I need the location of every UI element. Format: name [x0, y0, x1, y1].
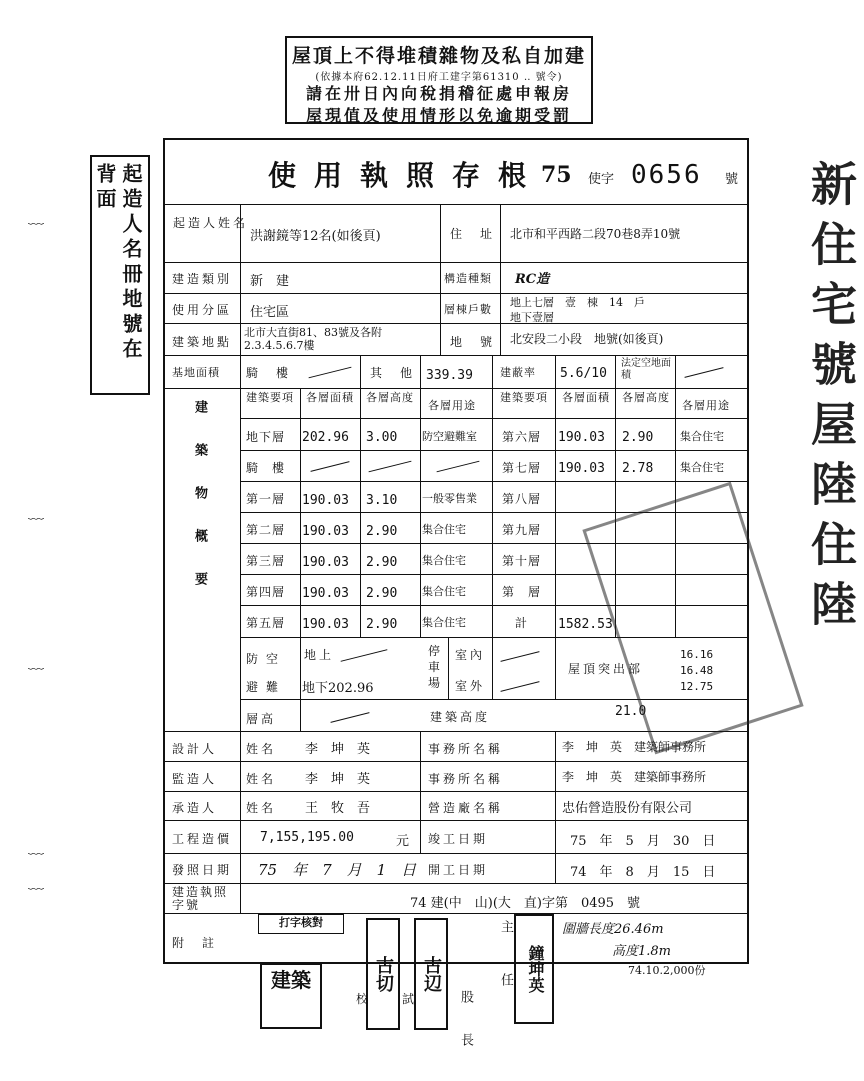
seal-stamp: 古辺 — [414, 918, 448, 1030]
supervisor-name: 李 坤 英 — [305, 772, 371, 787]
side-note-box: 起造人名冊地號在背面 — [90, 155, 150, 395]
site-area-label: 基地面積 — [172, 366, 220, 379]
coverage-value: 5.6/10 — [560, 366, 607, 381]
rule — [163, 262, 749, 263]
rule — [163, 204, 749, 205]
floor-name: 第七層 — [502, 461, 542, 475]
contractor-name: 王 牧 吾 — [305, 801, 371, 816]
rule — [163, 791, 749, 792]
floor-name: 第十層 — [502, 554, 542, 568]
remarks-label: 附 註 — [172, 936, 218, 950]
rule — [240, 481, 749, 482]
notice-line-2: (依據本府62.12.11日府工建字第61310 ‥ 號令) — [315, 72, 563, 83]
roof-item: 16.48 — [680, 664, 714, 677]
floor-name: 第 層 — [502, 585, 542, 599]
rule — [360, 355, 361, 637]
issue-date-value: 75 年 7 月 1 日 — [258, 861, 417, 879]
floor-height: 2.90 — [366, 555, 398, 570]
margin-mark: ﹏ — [28, 838, 45, 857]
form-title — [163, 148, 749, 198]
floor-name: 第八層 — [502, 492, 542, 506]
floor-use: 集合住宅 — [422, 523, 466, 536]
applicant-label: 起造人姓名 — [173, 216, 249, 230]
permit-year: 75 — [541, 162, 572, 188]
rule — [163, 388, 749, 389]
rule — [163, 913, 749, 914]
name-label: 姓名 — [246, 801, 277, 815]
designer-label: 設計人 — [172, 742, 218, 756]
office-label: 事務所名稱 — [428, 742, 504, 756]
floor-area: 190.03 — [302, 617, 349, 632]
margin-mark: ﹏ — [28, 873, 45, 892]
rule — [420, 731, 421, 853]
floor-area: 190.03 — [302, 586, 349, 601]
rule — [163, 323, 749, 324]
floor-use: 集合住宅 — [680, 430, 724, 443]
top-notice-stamp — [285, 36, 593, 124]
floor-height: 2.90 — [366, 524, 398, 539]
floor-name: 第一層 — [246, 492, 286, 506]
zone-value: 住宅區 — [250, 305, 290, 320]
permit-suffix: 號 — [725, 172, 739, 187]
floor-area: 190.03 — [302, 493, 349, 508]
margin-mark: ﹏ — [28, 503, 45, 522]
test-label: 試 — [402, 992, 418, 1006]
floor-name: 第五層 — [246, 616, 286, 630]
floor-name: 地下層 — [246, 430, 286, 444]
contractor-label: 承造人 — [172, 801, 218, 815]
cost-label: 工程造價 — [172, 832, 233, 846]
contractor-firm: 忠佑營造股份有限公司 — [562, 801, 693, 816]
location-value: 北市大直街81、83號及各附2.3.4.5.6.7樓 — [244, 326, 382, 352]
rule — [420, 355, 421, 637]
rule — [555, 355, 556, 637]
arcade-label: 騎 樓 — [246, 366, 292, 380]
lot-label: 地 號 — [450, 335, 496, 349]
structure-value: RC造 — [515, 272, 550, 287]
start-date-value: 74 年 8 月 15 日 — [570, 865, 716, 880]
item-header: 建築要項 — [246, 391, 294, 404]
rule — [555, 731, 556, 883]
parking-outdoor-label: 室外 — [455, 679, 486, 693]
roof-item: 12.75 — [680, 680, 714, 693]
floor-use: 防空避難室 — [422, 430, 477, 443]
height-header: 各層高度 — [366, 391, 414, 404]
permit-no-value: 74 建(中 山)(大 直)字第 0495 號 — [410, 896, 641, 911]
total-area: 1582.53 — [558, 617, 613, 632]
floor-name: 第六層 — [502, 430, 542, 444]
rule — [163, 293, 749, 294]
use-header-right: 各層用途 — [682, 399, 730, 412]
print-check-box: 打字核對 — [258, 914, 344, 934]
other-area-value: 339.39 — [426, 368, 473, 383]
parking-label: 停車場 — [428, 644, 441, 690]
rule — [492, 355, 493, 699]
floor-height: 3.00 — [366, 430, 398, 445]
floor-height: 2.78 — [622, 461, 654, 476]
floors-label: 層棟戶數 — [444, 303, 492, 316]
completion-value: 75 年 5 月 30 日 — [570, 834, 716, 849]
firm-label: 營造廠名稱 — [428, 801, 504, 815]
notice-line-4: 屋現值及使用情形以免逾期受罰 — [305, 106, 572, 125]
floors-line1: 地上七層 壹 棟 14 戶 — [510, 296, 645, 309]
shelter-under-value: 地下202.96 — [302, 681, 374, 696]
chief-label: 主任 — [498, 920, 513, 1026]
supervisor-label: 監造人 — [172, 772, 218, 786]
build-type-label: 建造類別 — [172, 272, 233, 286]
rule — [500, 204, 501, 355]
floor-height: 2.90 — [366, 617, 398, 632]
name-label: 姓名 — [246, 742, 277, 756]
floor-height: 2.90 — [622, 430, 654, 445]
floors-line2: 地下壹層 — [510, 311, 554, 324]
permit-word: 使字 — [588, 172, 615, 187]
rule — [555, 637, 556, 699]
office-label: 事務所名稱 — [428, 772, 504, 786]
floor-height-label: 層高 — [246, 712, 277, 726]
shelter-label: 防空避難 — [246, 652, 287, 694]
area-header: 各層面積 — [306, 391, 354, 404]
applicant-value: 洪謝鏡等12名(如後頁) — [250, 229, 381, 244]
floor-use: 一般零售業 — [422, 492, 477, 505]
check-label: 校 — [356, 992, 372, 1006]
cost-unit: 元 — [396, 834, 410, 849]
bldg-height-label: 建築高度 — [430, 710, 491, 724]
supervisor-office: 李 坤 英 建築師事務所 — [562, 770, 707, 784]
height-header-right: 各層高度 — [622, 391, 670, 404]
designer-name: 李 坤 英 — [305, 742, 371, 757]
cost-value: 7,155,195.00 — [260, 830, 354, 845]
margin-mark: ﹏ — [28, 653, 45, 672]
completion-label: 竣工日期 — [428, 832, 489, 846]
floor-use: 集合住宅 — [422, 554, 466, 567]
remark-wall-height: 高度1.8m — [612, 944, 672, 959]
rule — [163, 883, 749, 884]
roof-item: 16.16 — [680, 648, 714, 661]
floor-name: 騎 樓 — [246, 461, 286, 475]
location-label: 建築地點 — [172, 335, 233, 349]
bldg-height-value: 21.0 — [615, 704, 647, 719]
start-date-label: 開工日期 — [428, 863, 489, 877]
address-label: 住 址 — [450, 227, 496, 241]
right-margin-characters: 新住宅號屋陸住陸 — [804, 160, 858, 640]
floor-use: 集合住宅 — [422, 616, 466, 629]
parking-indoor-label: 室內 — [455, 648, 486, 662]
designer-office: 李 坤 英 建築師事務所 — [562, 740, 707, 754]
rule — [448, 637, 449, 699]
floor-name: 第三層 — [246, 554, 286, 568]
remark-wall-length: 圍牆長度26.46m — [562, 922, 664, 937]
floor-height: 2.90 — [366, 586, 398, 601]
total-label: 計 — [515, 616, 531, 630]
floor-area: 202.96 — [302, 430, 349, 445]
floor-name: 第二層 — [246, 523, 286, 537]
coverage-label: 建蔽率 — [500, 366, 536, 379]
rule — [163, 355, 749, 356]
rule — [163, 820, 749, 821]
seal-stamp: 古切 — [366, 918, 400, 1030]
notice-line-1: 屋頂上不得堆積雜物及私自加建 — [291, 45, 586, 67]
floor-area: 190.03 — [302, 555, 349, 570]
rule — [440, 204, 441, 355]
roof-projection-label: 屋頂突出部 — [568, 662, 644, 676]
rule — [240, 450, 749, 451]
floor-area: 190.03 — [302, 524, 349, 539]
floor-use: 集合住宅 — [680, 461, 724, 474]
floor-name: 第四層 — [246, 585, 286, 599]
address-value: 北市和平西路二段70巷8弄10號 — [510, 227, 681, 241]
zone-label: 使用分區 — [172, 303, 233, 317]
permit-no-label: 建造執照字號 — [172, 885, 229, 912]
floor-use: 集合住宅 — [422, 585, 466, 598]
seal-stamp: 鐘坤英 — [514, 914, 554, 1024]
use-header: 各層用途 — [428, 399, 476, 412]
rule — [240, 418, 749, 419]
floor-area: 190.03 — [558, 430, 605, 445]
print-run-footnote: 74.10.2,000份 — [628, 964, 706, 977]
title-text: 使用執照存根 — [268, 159, 545, 192]
item-header-right: 建築要項 — [500, 391, 548, 404]
build-type-value: 新 建 — [250, 274, 290, 289]
issue-date-label: 發照日期 — [172, 863, 233, 877]
floor-name: 第九層 — [502, 523, 542, 537]
name-label: 姓名 — [246, 772, 277, 786]
building-summary-label: 建築物概要 — [192, 400, 207, 615]
rule — [163, 761, 749, 762]
area-header-right: 各層面積 — [562, 391, 610, 404]
structure-label: 構造種類 — [444, 272, 492, 285]
rule — [240, 204, 241, 913]
other-label: 其 他 — [370, 366, 416, 380]
floor-height: 3.10 — [366, 493, 398, 508]
lot-value: 北安段二小段 地號(如後頁) — [510, 332, 664, 346]
floor-area: 190.03 — [558, 461, 605, 476]
logo-seal: 建築 — [260, 963, 322, 1029]
notice-line-3: 請在卅日內向稅捐稽征處申報房 — [305, 84, 572, 103]
permit-number: 0656 — [631, 160, 702, 190]
rule — [300, 388, 301, 731]
section-head-label: 股長 — [458, 990, 473, 1076]
shelter-ground-label: 地上 — [304, 648, 335, 662]
margin-mark: ﹏ — [28, 208, 45, 227]
rule — [163, 853, 749, 854]
legal-open-label: 法定空地面積 — [621, 358, 671, 381]
